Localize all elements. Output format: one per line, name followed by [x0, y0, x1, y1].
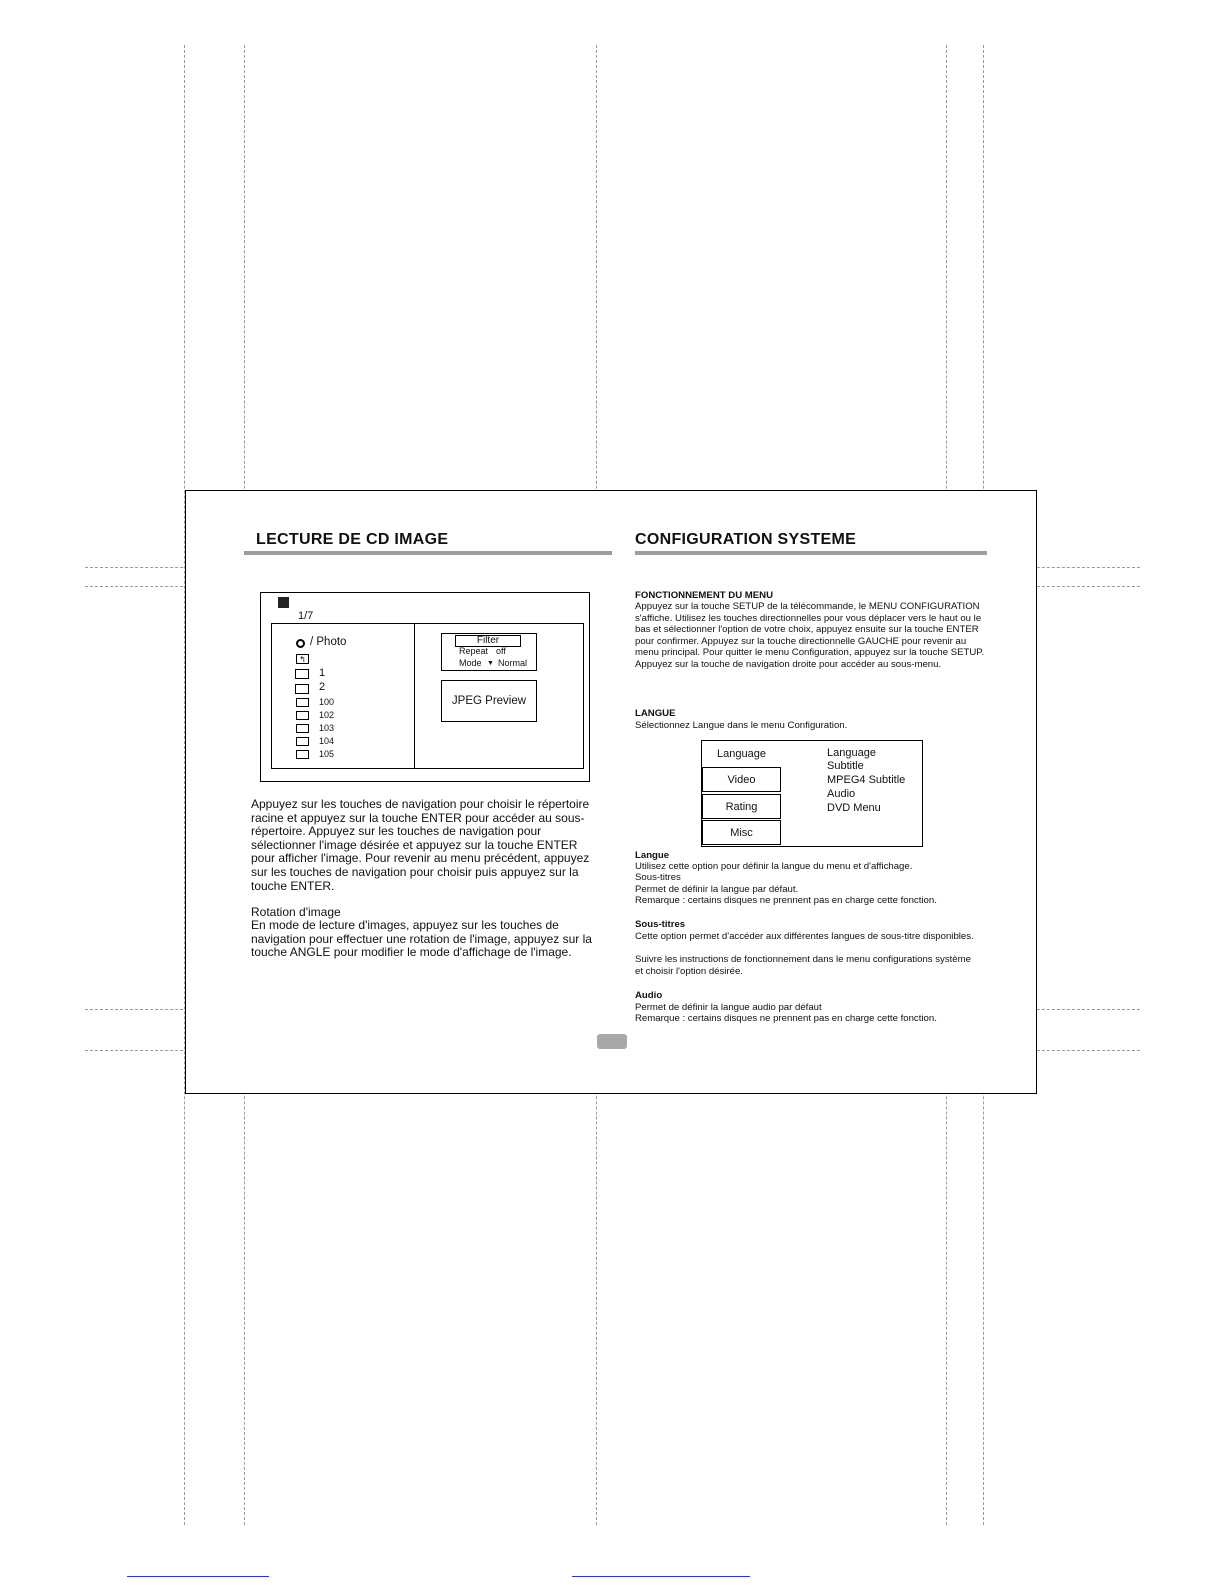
- image-file-label: 104: [319, 736, 335, 746]
- menu-option: MPEG4 Subtitle: [827, 774, 906, 786]
- menu-option: DVD Menu: [827, 802, 881, 814]
- langue-line: Utilisez cette option pour définir la langue du menu et d'affichage.: [635, 861, 913, 872]
- menu-tab-rating: Rating: [702, 794, 781, 819]
- menu-tab-language: Language: [717, 747, 766, 760]
- page-indicator: 1/7: [298, 610, 314, 622]
- right-section-rule: [635, 551, 987, 555]
- audio-line: Permet de définir la langue audio par défaut: [635, 1002, 822, 1013]
- langue-subheading: Langue: [635, 850, 670, 861]
- path-label: / Photo: [310, 636, 347, 648]
- setup-menu-diagram: [701, 740, 923, 847]
- navigation-instructions: Appuyez sur les touches de navigation pour choisir le répertoire racine et appuyez sur la touche ENTER pour accéder au sous-répertoire. Appuyez sur les touches de navigation pour sélectionner l'image désirée et appuyez sur la touche ENTER pour afficher l'image. Pour revenir au menu précédent, appuyez sur les touches de navigation pour choisir puis appuyez sur la touche ENTER.: [251, 797, 590, 893]
- right-section-title: CONFIGURATION SYSTEME: [635, 531, 857, 548]
- soustitres-heading: Sous-titres: [635, 919, 686, 930]
- image-file-label: 103: [319, 723, 335, 733]
- image-file-label: 100: [319, 697, 335, 707]
- audio-line: Remarque : certains disques ne prennent pas en charge cette fonction.: [635, 1013, 937, 1024]
- mode-label: Mode: [459, 658, 482, 668]
- soustitres-line: Cette option permet d'accéder aux différentes langues de sous-titre disponibles.: [635, 931, 974, 942]
- left-section-rule: [244, 551, 612, 555]
- langue-line: Sous-titres: [635, 872, 681, 883]
- repeat-label: Repeat: [459, 646, 489, 656]
- menu-tab-video: Video: [702, 767, 781, 792]
- audio-heading: Audio: [635, 990, 663, 1001]
- bottom-blue-line-left: [127, 1576, 269, 1577]
- folder-up-icon: ↰: [296, 654, 309, 664]
- menu-instructions: Appuyez sur la touche SETUP de la télécommande, le MENU CONFIGURATION s'affiche. Utilisez les touches directionnelles pour vous déplacer vers le haut ou le bas et sélectionner l'option de votre choix, appuyez ensuite sur la touche ENTER pour confirmer. Appuyez sur la touche directionnelle GAUCHE pour revenir au menu principal. Pour quitter le menu Configuration, appuyez sur la touche SETUP. Appuyez sur la touche de navigation droite pour accéder au sous-menu.: [635, 601, 985, 670]
- chevron-down-icon: ▼: [487, 660, 494, 667]
- disc-icon: [296, 639, 305, 648]
- rotation-title: Rotation d'image: [251, 905, 341, 919]
- menu-option: Audio: [827, 788, 856, 800]
- menu-tab-misc: Misc: [702, 820, 781, 845]
- page-number-tab: [597, 1034, 627, 1049]
- langue-instructions: Sélectionnez Langue dans le menu Configuration.: [635, 720, 848, 731]
- menu-option: Language: [827, 747, 876, 759]
- filter-title: Filter: [455, 635, 521, 647]
- langue-line: Permet de définir la langue par défaut.: [635, 884, 799, 895]
- folder-icon: [295, 684, 309, 694]
- folder-label: 2: [319, 681, 326, 693]
- bottom-blue-line-right: [572, 1576, 750, 1577]
- langue-heading: LANGUE: [635, 708, 676, 719]
- cd-browser-divider: [414, 624, 415, 768]
- folder-label: 1: [319, 667, 326, 679]
- image-file-icon: [296, 711, 309, 720]
- image-file-label: 102: [319, 710, 335, 720]
- langue-line: Remarque : certains disques ne prennent pas en charge cette fonction.: [635, 895, 937, 906]
- menu-option: Subtitle: [827, 760, 864, 772]
- cd-browser-screen: [260, 592, 590, 782]
- soustitres-line: Suivre les instructions de fonctionnement dans le menu configurations système et choisir l'option désirée.: [635, 954, 971, 977]
- mode-value: Normal: [498, 658, 528, 668]
- image-file-icon: [296, 724, 309, 733]
- cd-indicator-square: [278, 597, 289, 608]
- rotation-text: En mode de lecture d'images, appuyez sur les touches de navigation pour effectuer une rotation de l'image, appuyez sur la touche ANGLE pour modifier le mode d'affichage de l'image.: [251, 918, 592, 960]
- left-section-title: LECTURE DE CD IMAGE: [256, 531, 449, 548]
- repeat-value: off: [496, 646, 506, 656]
- image-file-icon: [296, 698, 309, 707]
- jpeg-preview-box: JPEG Preview: [441, 680, 537, 722]
- menu-heading: FONCTIONNEMENT DU MENU: [635, 590, 774, 601]
- image-file-icon: [296, 750, 309, 759]
- image-file-label: 105: [319, 749, 335, 759]
- image-file-icon: [296, 737, 309, 746]
- folder-icon: [295, 669, 309, 679]
